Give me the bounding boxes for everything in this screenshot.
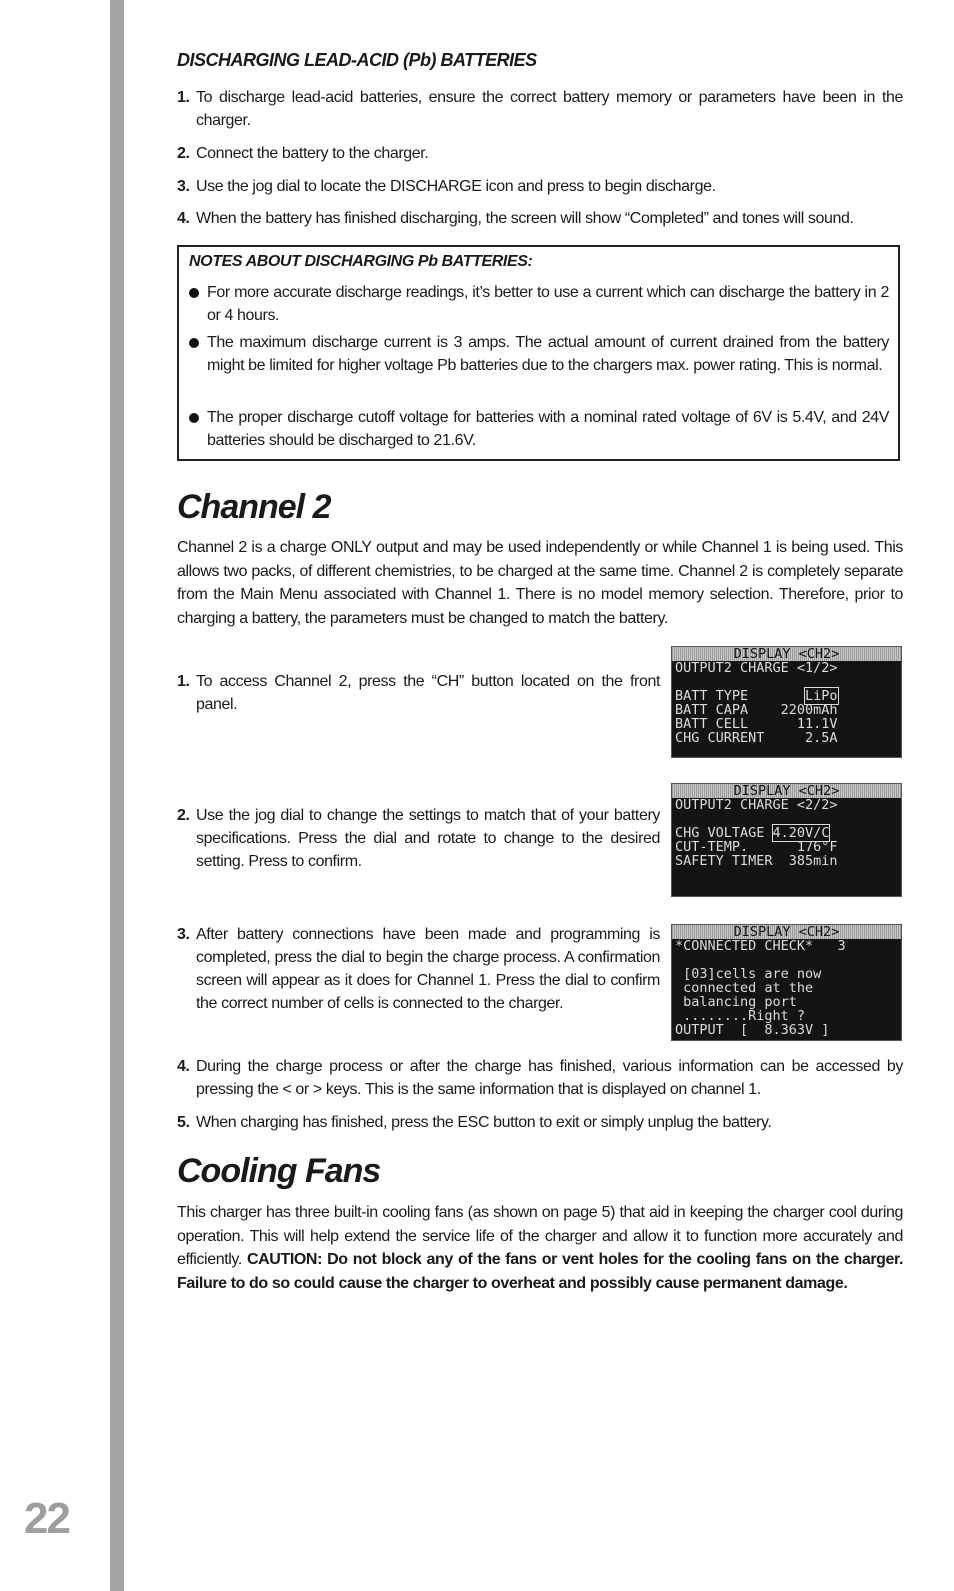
lcd-title: DISPLAY <CH2> [672, 925, 901, 939]
lcd-highlight-value: 4.20V/C [772, 825, 830, 841]
lcd-highlight-value: LiPo [805, 688, 838, 704]
step-text: After battery connections have been made and programming is completed, press the dial to begin the charge process. A confirmation screen will appear as it does for Channel 1. Press the dial to confirm the correct number of cells is connected to the charger. [196, 926, 660, 1012]
note-text: For more accurate discharge readings, it’s better to use a current which can discharge the battery in 2 or 4 hours. [207, 284, 889, 324]
lcd-row: OUTPUT2 CHARGE <1/2> [675, 660, 838, 676]
step-text: Use the jog dial to change the settings to match that of your battery specifications. Press the dial and rotate to change to the desired setting. Press to confirm. [196, 807, 660, 870]
step-number: 3. [177, 178, 190, 195]
discharge-step [177, 142, 903, 165]
note-bullet [189, 281, 889, 327]
lcd-row: SAFETY TIMER 385min [675, 853, 838, 869]
page-number: 22 [24, 1494, 69, 1543]
channel2-step [177, 923, 660, 1015]
cooling-title: Cooling Fans [177, 1152, 381, 1190]
lcd-row: CHG CURRENT 2.5A [675, 730, 838, 746]
discharge-step [177, 86, 903, 132]
step-text: To discharge lead-acid batteries, ensure the correct battery memory or parameters have been in the charger. [196, 89, 903, 129]
note-bullet [189, 406, 889, 452]
step-number: 2. [177, 807, 190, 824]
lcd-row: *CONNECTED CHECK* 3 [675, 938, 846, 954]
channel2-step [177, 1111, 903, 1134]
lcd-row: BATT CELL 11.1V [675, 716, 838, 732]
cooling-text: This charger has three built-in cooling fans (as shown on page 5) that aid in keeping the charger cool during operation. This will help extend the service life of the charger and allow it to function more accurately and efficiently. [177, 1204, 903, 1268]
step-number: 1. [177, 89, 190, 106]
lcd-row: balancing port [675, 994, 797, 1010]
bullet-dot [189, 413, 199, 423]
lcd-title: DISPLAY <CH2> [672, 784, 901, 798]
lcd-title: DISPLAY <CH2> [672, 647, 901, 661]
step-text: When the battery has finished discharging, the screen will show “Completed” and tones will sound. [196, 210, 854, 227]
channel2-step [177, 1055, 903, 1101]
discharge-heading: DISCHARGING LEAD-ACID (Pb) BATTERIES [177, 50, 537, 70]
lcd-row: CUT-TEMP. 176°F [675, 839, 838, 855]
step-number: 2. [177, 145, 190, 162]
step-text: Use the jog dial to locate the DISCHARGE icon and press to begin discharge. [196, 178, 716, 195]
caution-text: CAUTION: Do not block any of the fans or vent holes for the cooling fans on the charger. Failure to do so could cause the charger to overheat and possibly cause permanent damage. [177, 1251, 904, 1292]
channel2-step [177, 670, 660, 716]
side-bar [110, 0, 124, 1591]
lcd-row [672, 675, 901, 689]
lcd-row: [03]cells are now [675, 966, 822, 982]
notes-box [177, 245, 900, 461]
cooling-paragraph [177, 1201, 903, 1295]
step-number: 4. [177, 210, 190, 227]
lcd-screen-charge-2 [671, 783, 902, 897]
step-number: 4. [177, 1058, 190, 1075]
lcd-label: BATT TYPE [675, 688, 806, 704]
step-text: Connect the battery to the charger. [196, 145, 429, 162]
lcd-row [672, 953, 901, 967]
step-text: When charging has finished, press the ESC button to exit or simply unplug the battery. [196, 1114, 772, 1131]
step-number: 5. [177, 1114, 190, 1131]
discharge-step [177, 175, 903, 198]
lcd-screen-connected-check [671, 924, 902, 1041]
lcd-screen-charge-1 [671, 646, 902, 758]
lcd-row: connected at the [675, 980, 814, 996]
lcd-row: ........Right ? [675, 1008, 806, 1024]
lcd-row [672, 826, 901, 840]
step-text: During the charge process or after the charge has finished, various information can be accessed by pressing the < or > keys. This is the same information that is displayed on channel 1. [196, 1058, 903, 1098]
lcd-row [672, 812, 901, 826]
notes-title: NOTES ABOUT DISCHARGING Pb BATTERIES: [189, 253, 533, 270]
discharge-step [177, 207, 903, 230]
bullet-dot [189, 338, 199, 348]
note-text: The proper discharge cutoff voltage for batteries with a nominal rated voltage of 6V is 5.4V, and 24V batteries should be discharged to 21.6V. [207, 409, 889, 449]
channel2-title: Channel 2 [177, 488, 331, 526]
note-text: The maximum discharge current is 3 amps. The actual amount of current drained from the battery might be limited for higher voltage Pb batteries due to the chargers max. power rating. This is normal. [207, 334, 889, 374]
step-number: 1. [177, 673, 190, 690]
lcd-label: CHG VOLTAGE [675, 825, 773, 841]
lcd-row [672, 689, 901, 703]
channel2-step [177, 804, 660, 873]
lcd-row: BATT CAPA 2200mAh [675, 702, 838, 718]
lcd-row: OUTPUT2 CHARGE <2/2> [675, 797, 838, 813]
step-text: To access Channel 2, press the “CH” button located on the front panel. [196, 673, 660, 713]
bullet-dot [189, 288, 199, 298]
note-bullet [189, 331, 889, 377]
channel2-intro: Channel 2 is a charge ONLY output and may be used independently or while Channel 1 is being used. This allows two packs, of different chemistries, to be charged at the same time. Channel 2 is completely separate from the Main Menu associated with Channel 1. There is no model memory selection. Therefore, prior to charging a battery, the parameters must be changed to match the battery. [177, 539, 903, 627]
step-number: 3. [177, 926, 190, 943]
lcd-row: OUTPUT [ 8.363V ] [675, 1022, 830, 1038]
